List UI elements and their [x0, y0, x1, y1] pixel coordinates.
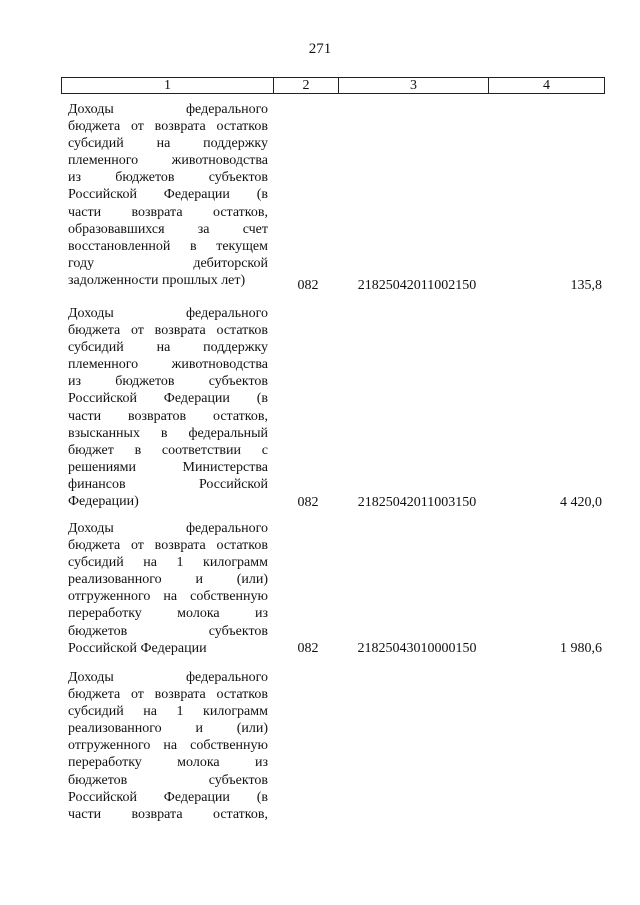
- description-line: финансов Российской: [68, 476, 268, 492]
- header-col-4: 4: [489, 78, 605, 94]
- description-line: субсидий на 1 килограмм: [68, 704, 268, 720]
- header-col-1: 1: [62, 78, 274, 94]
- description-line: Доходы федерального: [68, 102, 268, 117]
- row-description: [68, 101, 268, 289]
- description-line: племенного животноводства: [68, 357, 268, 373]
- table-header: [61, 77, 605, 94]
- row-admin-code: 082: [297, 641, 319, 656]
- row-budget-code: 21825042011002150: [357, 278, 477, 293]
- description-line: переработку молока из: [68, 755, 268, 771]
- row-budget-code: 21825043010000150: [357, 641, 477, 656]
- description-line: бюджета от возврата остатков: [68, 687, 268, 703]
- description-line: задолженности прошлых лет): [68, 272, 246, 288]
- description-line: Российской Федерации: [68, 640, 207, 656]
- description-line: образовавшихся за счет: [68, 221, 268, 237]
- description-line: бюджет в соответствии с: [68, 442, 268, 458]
- description-line: году дебиторской: [68, 255, 268, 271]
- row-amount: 4 420,0: [560, 495, 602, 510]
- description-line: Российской Федерации (в: [68, 391, 268, 407]
- description-line: бюджета от возврата остатков: [68, 538, 268, 554]
- description-line: бюджета от возврата остатков: [68, 119, 268, 135]
- description-line: Федерации): [68, 494, 139, 510]
- header-col-2: 2: [274, 78, 339, 94]
- description-line: субсидий на поддержку: [68, 340, 268, 356]
- description-line: части возврата остатков,: [68, 204, 268, 220]
- description-line: отгруженного на собственную: [68, 738, 268, 754]
- description-line: Российской Федерации (в: [68, 187, 268, 203]
- row-admin-code: 082: [297, 278, 319, 293]
- description-line: Российской Федерации (в: [68, 789, 268, 805]
- description-line: отгруженного на собственную: [68, 589, 268, 605]
- description-line: решениями Министерства: [68, 459, 268, 475]
- description-line: Доходы федерального: [68, 670, 268, 685]
- description-line: взысканных в федеральный: [68, 425, 268, 441]
- description-line: из бюджетов субъектов: [68, 170, 268, 186]
- description-line: реализованного и (или): [68, 721, 268, 737]
- description-line: племенного животноводства: [68, 153, 268, 169]
- description-line: части возврата остатков,: [68, 806, 268, 822]
- description-line: бюджетов субъектов: [68, 623, 268, 639]
- description-line: бюджетов субъектов: [68, 772, 268, 788]
- row-budget-code: 21825042011003150: [357, 495, 477, 510]
- row-admin-code: 082: [297, 495, 319, 510]
- description-line: бюджета от возврата остатков: [68, 323, 268, 339]
- row-description: [68, 520, 268, 657]
- description-line: переработку молока из: [68, 606, 268, 622]
- description-line: реализованного и (или): [68, 572, 268, 588]
- row-description: [68, 305, 268, 510]
- row-amount: 135,8: [570, 278, 602, 293]
- description-line: Доходы федерального: [68, 521, 268, 536]
- row-amount: 1 980,6: [560, 641, 602, 656]
- description-line: Доходы федерального: [68, 306, 268, 321]
- header-row: [62, 78, 605, 94]
- row-description: [68, 669, 268, 823]
- description-line: субсидий на 1 килограмм: [68, 555, 268, 571]
- header-col-3: 3: [339, 78, 489, 94]
- description-line: восстановленной в текущем: [68, 238, 268, 254]
- description-line: субсидий на поддержку: [68, 136, 268, 152]
- page-number: 271: [308, 41, 332, 57]
- description-line: из бюджетов субъектов: [68, 374, 268, 390]
- description-line: части возвратов остатков,: [68, 408, 268, 424]
